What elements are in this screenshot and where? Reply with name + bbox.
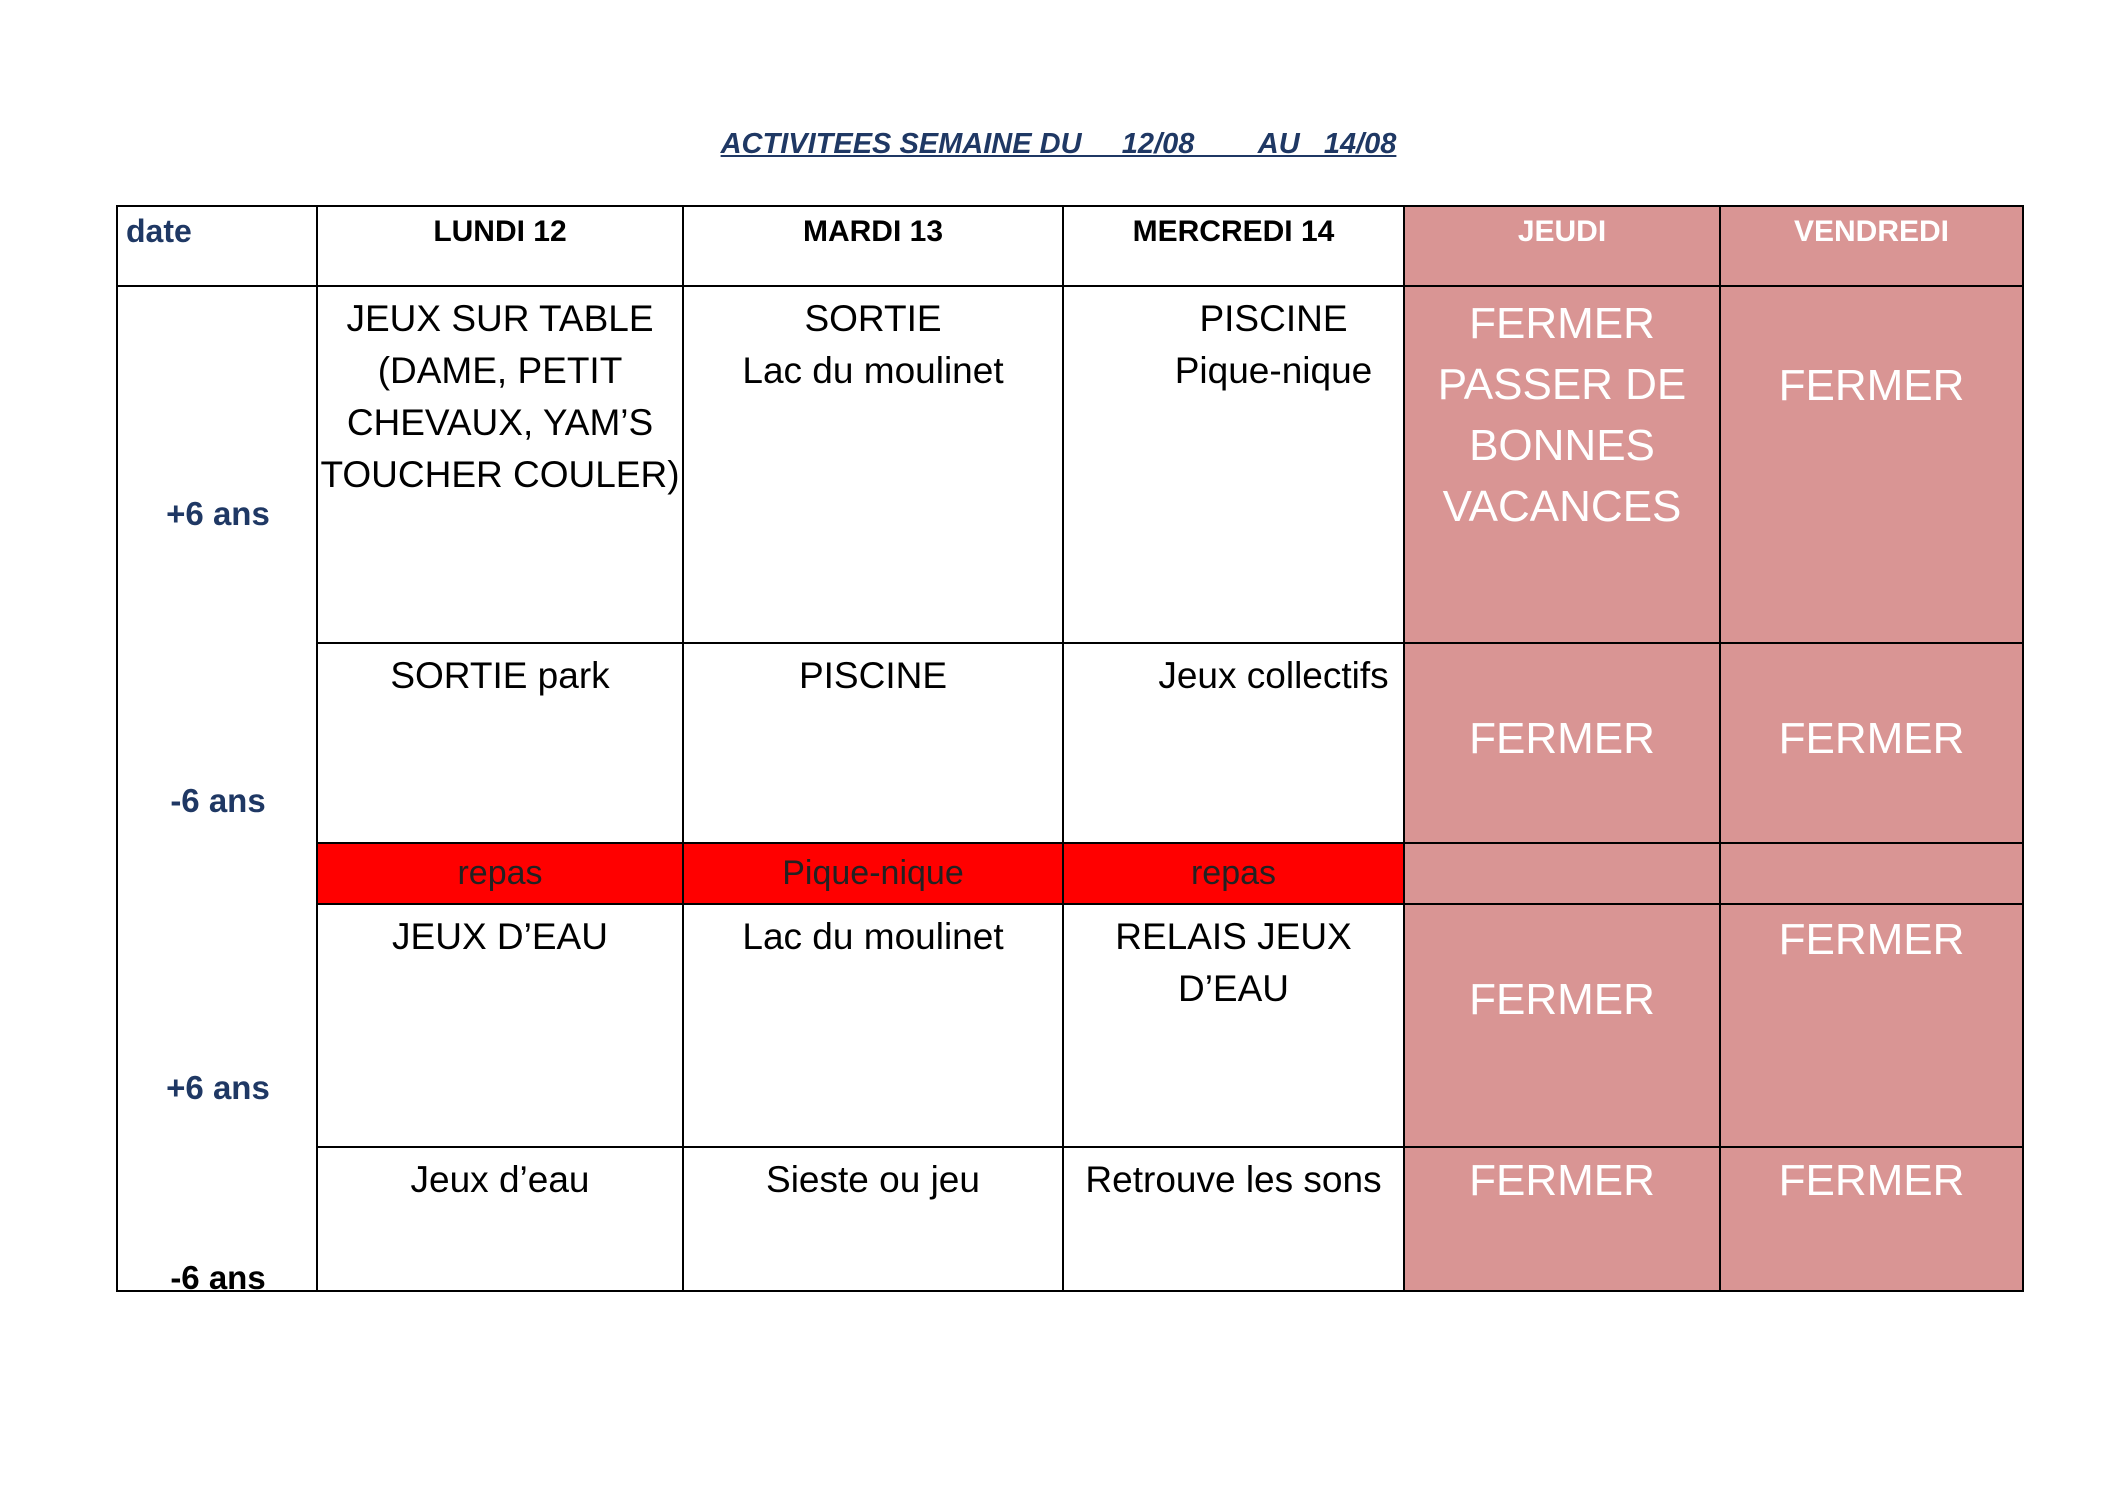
meal-cell-closed <box>1720 843 2023 904</box>
closed-cell: FERMER <box>1404 904 1720 1147</box>
closed-cell: FERMER <box>1720 643 2023 843</box>
age-group-label: -6 ans <box>170 782 266 819</box>
activity-cell: JEUX D’EAU <box>317 904 683 1147</box>
activity-line: JEUX SUR TABLE <box>346 298 654 339</box>
activity-cell <box>1063 286 1404 643</box>
header-day-vendredi: VENDREDI <box>1720 206 2023 286</box>
activity-cell <box>317 286 683 643</box>
header-day-mardi: MARDI 13 <box>683 206 1063 286</box>
schedule-row-1 <box>117 286 2023 643</box>
age-group-label: +6 ans <box>166 1069 270 1106</box>
closed-cell: FERMER <box>1404 1147 1720 1291</box>
header-day-jeudi: JEUDI <box>1404 206 1720 286</box>
meal-cell: repas <box>317 843 683 904</box>
closed-cell <box>1404 286 1720 643</box>
meal-cell: Pique-nique <box>683 843 1063 904</box>
activity-cell: Lac du moulinet <box>683 904 1063 1147</box>
closed-line: BONNES <box>1469 421 1655 470</box>
closed-cell: FERMER <box>1720 904 2023 1147</box>
closed-line: FERMER <box>1469 299 1655 348</box>
activity-line: TOUCHER COULER) <box>320 454 680 495</box>
activity-cell: SORTIE park <box>317 643 683 843</box>
activity-cell: Jeux collectifs <box>1063 643 1404 843</box>
schedule-row-2 <box>117 643 2023 843</box>
activity-line: PISCINE <box>1199 298 1348 339</box>
activity-line: (DAME, PETIT <box>377 350 623 391</box>
header-day-lundi: LUNDI 12 <box>317 206 683 286</box>
activity-cell: Sieste ou jeu <box>683 1147 1063 1291</box>
meal-cell: repas <box>1063 843 1404 904</box>
activity-line: RELAIS JEUX <box>1115 916 1352 957</box>
activity-line: SORTIE <box>804 298 942 339</box>
activity-line: CHEVAUX, YAM’S <box>346 402 654 443</box>
activity-cell: PISCINE <box>683 643 1063 843</box>
activity-cell <box>1063 904 1404 1147</box>
activity-line: Lac du moulinet <box>742 350 1004 391</box>
age-group-label: -6 ans <box>170 1259 266 1291</box>
closed-cell: FERMER <box>1720 286 2023 643</box>
meal-row <box>117 843 2023 904</box>
activity-cell: Retrouve les sons <box>1063 1147 1404 1291</box>
activity-line: D’EAU <box>1177 968 1290 1009</box>
meal-cell-closed <box>1404 843 1720 904</box>
activity-line: Pique-nique <box>1174 350 1373 391</box>
header-day-mercredi: MERCREDI 14 <box>1063 206 1404 286</box>
header-row <box>117 206 2023 286</box>
closed-line: PASSER DE <box>1437 360 1687 409</box>
schedule-row-3 <box>117 904 2023 1147</box>
schedule-row-4 <box>117 1147 2023 1291</box>
activity-cell: Jeux d’eau <box>317 1147 683 1291</box>
closed-cell: FERMER <box>1720 1147 2023 1291</box>
activity-cell <box>683 286 1063 643</box>
header-date: date <box>117 206 317 286</box>
closed-line: VACANCES <box>1442 482 1682 531</box>
closed-cell: FERMER <box>1404 643 1720 843</box>
activity-schedule-table <box>116 205 2024 1292</box>
age-group-column <box>117 286 317 1291</box>
page-title: ACTIVITEES SEMAINE DU 12/08 AU 14/08 <box>720 128 1397 160</box>
age-group-label: +6 ans <box>166 495 270 532</box>
